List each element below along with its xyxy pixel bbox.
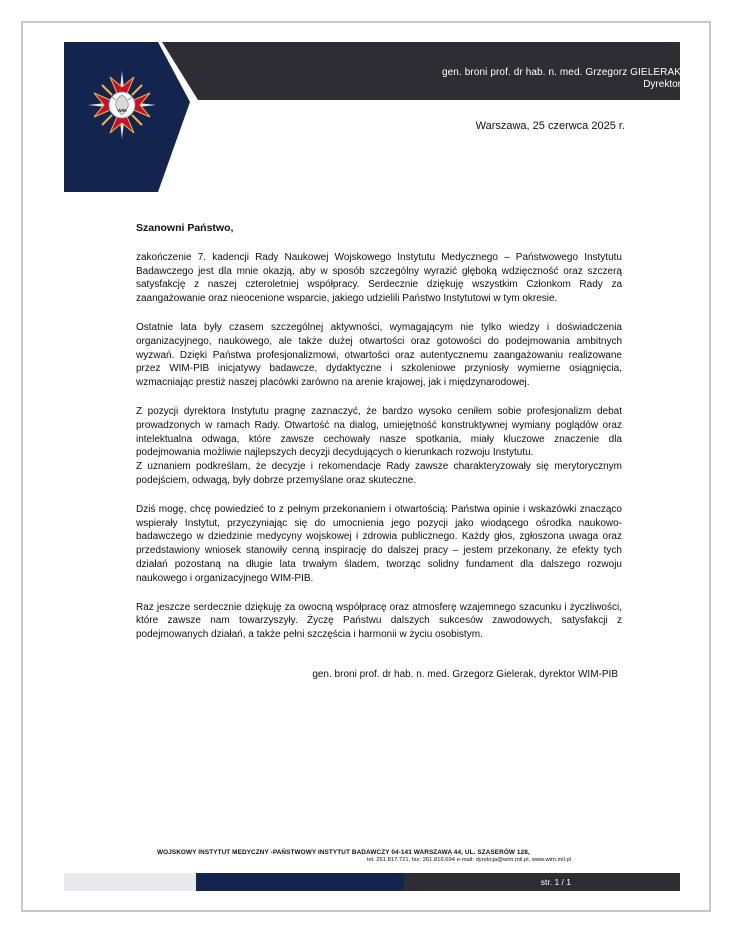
letter-paragraph: Z pozycji dyrektora Instytutu pragnę zaznaczyć, że bardzo wysoko ceniłem sobie profesjonalizm debat prowadzonych w ramach Rady. Otwartość na dialog, umiejętność konstruktywnej wymiany poglądów oraz intelektualna odwaga, które zawsze cechowały nasze spotkania, miały kluczowe znaczenie dla podejmowania możliwie najlepszych decyzji decydujących o kierunkach rozwoju Instytutu. <box>136 405 622 459</box>
letter-signature: gen. broni prof. dr hab. n. med. Grzegorz Gielerak, dyrektor WIM-PIB <box>312 669 618 680</box>
letter-paragraph: Raz jeszcze serdecznie dziękuję za owocną współpracę oraz atmosferę wzajemnego szacunku i życzliwości, które zawsze nam towarzyszyły. Życzę Państwu dalszych sukcesów zawodowych, satysfakcji z podejmowanych działań, a także pełni szczęścia i harmonii w życiu osobistym. <box>136 601 622 641</box>
footer-institution: WOJSKOWY INSTYTUT MEDYCZNY -PAŃSTWOWY INSTYTUT BADAWCZY 04-141 WARSZAWA 44, UL. SZASERÓW 128, <box>157 849 530 856</box>
letter-paragraph: zakończenie 7. kadencji Rady Naukowej Wojskowego Instytutu Medycznego – Państwowego Instytutu Badawczego jest dla mnie okazją, aby w sposób szczególny wyrazić głęboką wdzięczność oraz szczerą satysfakcję z naszej czteroletniej współpracy. Serdecznie dziękuję wszystkim Członkom Rady za zaangażowanie oraz nieocenione wsparcie, jakiego udzielili Państwo Instytutowi w tym okresie. <box>136 251 622 305</box>
letter-paragraph: Ostatnie lata były czasem szczególnej aktywności, wymagającym nie tylko wiedzy i doświadczenia organizacyjnego, naukowego, ale także dużej otwartości oraz gotowości do podejmowania ambitnych wyzwań. Dzięki Państwa profesjonalizmowi, otwartości oraz autentycznemu zaangażowaniu realizowane przez WIM-PIB inicjatywy badawcze, dydaktyczne i szkoleniowe przyniosły wymierne osiągnięcia, wzmacniając prestiż naszej placówki zarówno na arenie krajowej, jak i międzynarodowej. <box>136 321 622 389</box>
letter-salutation: Szanowni Państwo, <box>136 222 234 234</box>
letter-paragraph: Dziś mogę, chcę powiedzieć to z pełnym przekonaniem i otwartością: Państwa opinie i wskazówki znacząco wspierały Instytut, przyczyniając się do umocnienia jego pozycji jako wiodącego ośrodka naukowo-badawczego w dziedzinie medycyny wojskowej i zdrowia publicznego. Każdy głos, zgłoszona uwaga oraz przedstawiony wniosek stanowiły cenną inspirację do dalszej pracy – jestem przekonany, że efekty tych działań pozostaną na długie lata trwałym śladem, tworząc solidny fundament dla dalszego rozwoju naukowego i organizacyjnego WIM-PIB. <box>136 503 622 584</box>
letter-body <box>136 222 622 657</box>
header-director-name: gen. broni prof. dr hab. n. med. Grzegorz GIELERAK <box>441 67 681 78</box>
military-eagle-emblem-icon <box>86 69 158 141</box>
header-director-role: Dyrektor <box>643 79 681 90</box>
emblem-text: WIM <box>117 108 127 113</box>
footer-bar-navy <box>196 873 404 891</box>
footer-bar-light <box>64 873 196 891</box>
page-number: str. 1 / 1 <box>540 877 571 887</box>
letter-date: Warszawa, 25 czerwca 2025 r. <box>475 120 625 132</box>
letter-paragraph: Z uznaniem podkreślam, że decyzje i rekomendacje Rady zawsze charakteryzowały się merytorycznym podejściem, odwagą, były dobrze przemyślane oraz skuteczne. <box>136 461 622 486</box>
footer-contact: tel. 261.817.721, fax: 261.816.694 e-mail: dyrekcja@wim.mil.pl, www.wim.mil.pl <box>366 857 571 863</box>
